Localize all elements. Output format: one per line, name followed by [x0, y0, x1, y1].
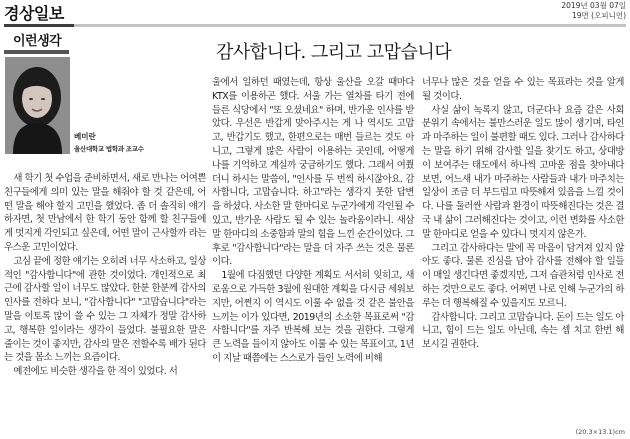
article-column-2: [212, 76, 414, 366]
paragraph: 사실 삶이 녹록지 않고, 더군다나 요즘 같은 사회 분위기 속에서는 불만스러운 일도 많이 생기며, 타인과 마주하는 일이 불편할 때도 있다. 그러나 감사하다는 말을 하기 위해 감사할 일을 찾기도 하고, 상대방이 보여주는 태도에서 하나씩 고마운 점을 찾아내다 보면, 어느새 내가 마주하는 사람들과 내가 마주치는 일상이 조금 더 부드럽고 따뜻해져 있음을 느낄 것이다. 나를 둘러싼 사람과 환경이 따뜻해진다는 것은 결국 내 삶이 그러해진다는 것이고, 이런 변화를 사소한 말 한마디로 얻을 수 있다니 멋지지 않은가.: [422, 104, 624, 240]
publication-date: 2019년 03월 07일: [561, 1, 626, 10]
article-size-note: (20.3×13.1)cm: [575, 428, 625, 436]
paragraph: 1월에 다짐했던 다양한 계획도 서서히 잊히고, 새로움으로 가득한 3월에 원대한 계획을 다시금 세워보지만, 어쩐지 이 역시도 이룰 수 없을 것 같은 불안을 느끼는 이가 있다면, 2019년의 소소한 목표로써 "감사합니다"를 자주 반복해 보는 것을 권한다. 그렇게 큰 노력을 들이지 않아도 이룰 수 있는 목표이고, 1년이 지날 때쯤에는 스스로가 들인 노력에 비해: [212, 270, 414, 364]
author-name: 베미란: [74, 132, 96, 141]
page-section: 19면 (오피니언): [571, 11, 626, 20]
header-rule: [4, 24, 626, 27]
article-column-3: [422, 76, 624, 352]
paragraph: 고심 끝에 정한 얘기는 오히려 너무 사소하고, 일상적인 "감사합니다"에 관한 것이었다. 개인적으로 최근에 감사할 일이 너무도 많았다. 한분 한분께 감사의 인사를 전하다 보니, "감사합니다" "고맙습니다"라는 말을 이토록 많이 쓸 수 있는 그 자체가 정말 감사하고, 행복한 일이라는 생각이 들었다. 불필요한 말은 줄이는 것이 좋지만, 감사의 말은 전할수록 배가 된다는 것을 몸소 느끼는 요즘이다.: [4, 255, 206, 364]
section-divider: [4, 50, 69, 54]
paragraph: 그리고 감사하다는 말에 꼭 마음이 담겨져 있지 않아도 좋다. 물론 진심을 담아 감사를 전해야 할 일들이 매일 생긴다면 좋겠지만, 그저 습관처럼 인사로 전하는 것만으로도 좋다. 어쩌면 나로 인해 누군가의 하루는 더 행복해질 수 있을지도 모르니.: [422, 242, 624, 309]
author-photo: [5, 57, 70, 154]
paragraph: 감사합니다. 그리고 고맙습니다. 돈이 드는 일도 아니고, 힘이 드는 일도 아닌데, 속는 셈 치고 한번 해 보시길 권한다.: [422, 311, 624, 351]
publication-info: [561, 1, 626, 21]
portrait-icon: [5, 57, 70, 154]
paragraph: 예전에도 비슷한 생각을 한 적이 있었다. 서: [13, 366, 178, 378]
paragraph: 너무나 많은 것을 얻을 수 있는 목표라는 것을 알게 될 것이다.: [422, 77, 624, 102]
paragraph: 울에서 일하던 때였는데, 항상 울산을 오갈 때마다 KTX를 이용하곤 했다. 서울 가는 열차를 타기 전에 들른 식당에서 "또 오셨네요" 하며, 반가운 인사를 받았다. 우선은 반갑게 맞아주시는 게 나 역시도 고맙고, 반갑기도 했고, 한편으로는 매번 들르는 것도 아니고, 그렇게 많은 사람이 이용하는 곳인데, 어떻게 나를 기억하고 계실까 궁금하기도 했다. 그래서 여쭸더니 하시는 말씀이, "인사를 두 번씩 하시잖아요. 감사합니다, 고맙습니다. 하고"라는 생각지 못한 답변을 하셨다. 사소한 말 한마디로 누군가에게 각인될 수 있고, 반가운 사람도 될 수 있는 놀라움이라니. 새삼 말 한마디의 소중함과 말의 힘을 느낀 순간이었다. 그 후로 "감사합니다"라는 말을 더 자주 쓰는 것은 물론이다.: [212, 77, 414, 268]
paragraph: 새 학기 첫 수업을 준비하면서, 새로 만나는 어여쁜 친구들에게 의미 있는 말을 해줘야 할 것 같은데, 어떤 말을 해야 할지 고민을 했었다. 좀 더 솔직히 얘기하자면, 첫 만남에서 한 학기 동안 함께 할 친구들에게 멋지게 각인되고 싶은데, 어떤 말이 근사할까 라는 우스운 고민이었다.: [4, 173, 206, 253]
article-headline: 감사합니다. 그리고 고맙습니다: [216, 42, 452, 63]
header-rule-accent: [4, 24, 74, 27]
author-title: 울산대학교 법학과 조교수: [74, 145, 144, 153]
newspaper-masthead: 경상일보: [4, 4, 64, 23]
column-section-label: 이런생각: [13, 34, 62, 49]
article-column-1: [4, 172, 206, 379]
